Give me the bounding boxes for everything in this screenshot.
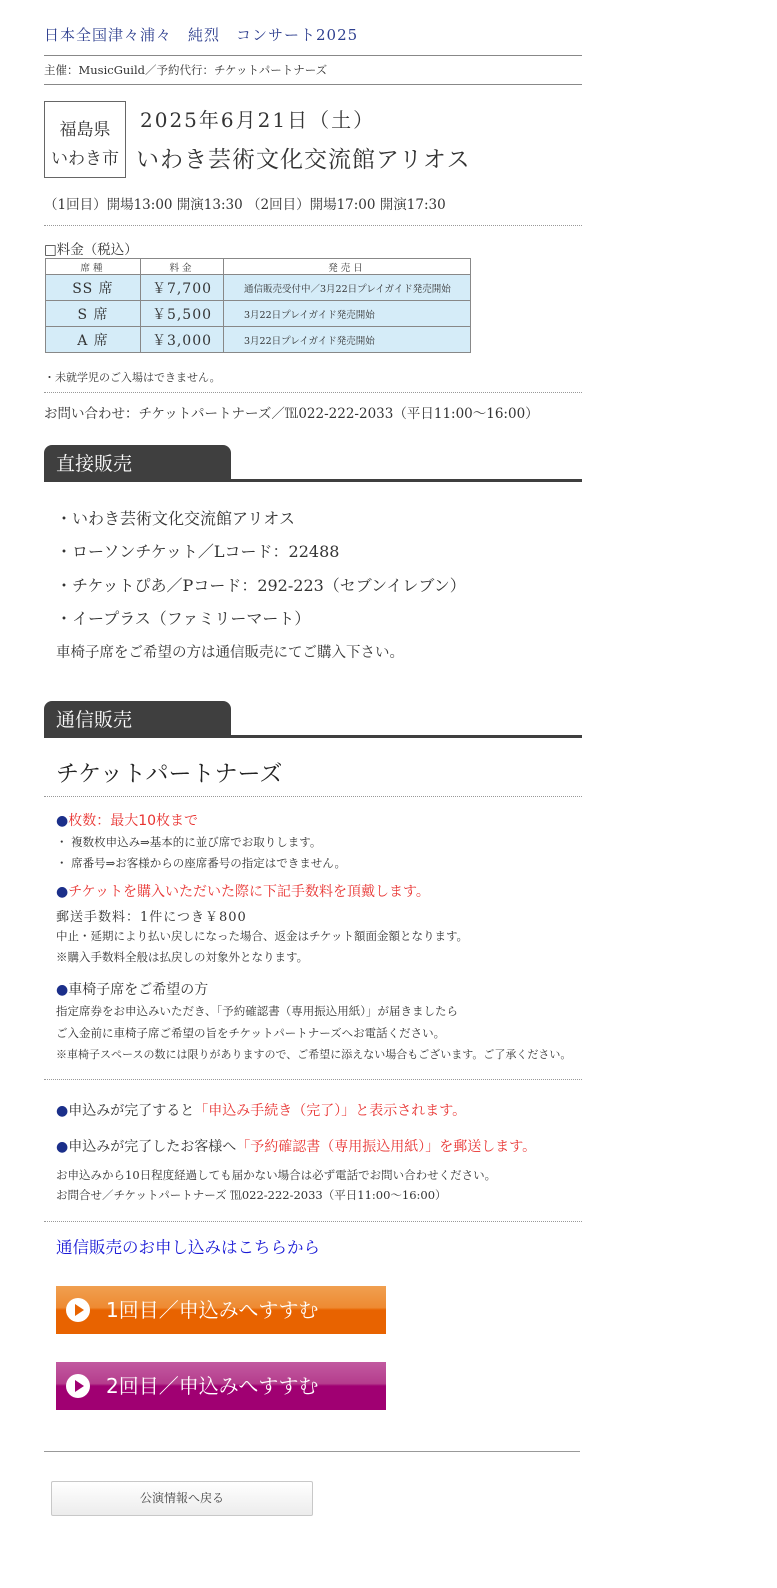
seat-type: A 席: [46, 327, 141, 353]
button-label: 2回目／申込みへすすむ: [106, 1374, 319, 1398]
page-title: 日本全国津々浦々 純烈 コンサート2025: [44, 26, 359, 44]
divider: [44, 55, 582, 56]
seat-price: ￥7,700: [141, 275, 224, 301]
section-rule: [44, 479, 582, 482]
list-item: ・イープラス（ファミリーマート）: [56, 609, 311, 628]
fee-line: 郵送手数料：1件につき￥800: [56, 910, 247, 925]
seat-type: S 席: [46, 301, 141, 327]
table-row: [46, 275, 471, 301]
limit-line: ・ 複数枚申込み⇒基本的に並び席でお取りします。: [56, 835, 322, 849]
completion-line: ●申込みが完了すると「申込み手続き（完了）」と表示されます。: [56, 1103, 467, 1119]
apply-link[interactable]: 通信販売のお申し込みはこちらから: [56, 1238, 320, 1257]
dotted-divider: [44, 225, 582, 226]
wheelchair-heading: ●車椅子席をご希望の方: [56, 982, 209, 998]
prefecture-label: 福島県: [59, 120, 111, 140]
age-note: ・未就学児のご入場はできません。: [44, 371, 221, 384]
table-row: [46, 301, 471, 327]
contact-line: お問い合わせ：チケットパートナーズ／℡022-222-2033（平日11:00〜16:00）: [44, 406, 539, 422]
play-icon: [66, 1374, 90, 1398]
bullet-dot-icon: ●: [56, 982, 69, 998]
seat-price: ￥3,000: [141, 327, 224, 353]
dotted-divider: [44, 392, 582, 393]
sale-date: 通信販売受付中／3月22日プレイガイド発売開始: [224, 275, 471, 301]
divider: [44, 84, 582, 85]
dotted-divider: [44, 796, 582, 797]
company-name: チケットパートナーズ: [56, 761, 283, 787]
bullet-dot-icon: ●: [56, 813, 69, 829]
show-times: （1回目）開場13:00 開演13:30 （2回目）開場17:00 開演17:30: [44, 197, 446, 213]
wheelchair-line: ※車椅子スペースの数には限りがありますので、ご希望に添えない場合もございます。ご了承ください。: [56, 1048, 572, 1061]
wheelchair-line: ご入金前に車椅子席ご希望の旨をチケットパートナーズへお電話ください。: [56, 1026, 446, 1040]
list-item: ・ローソンチケット／Lコード：22488: [56, 542, 340, 561]
apply-first-show-button[interactable]: [56, 1286, 386, 1334]
after-note: お申込みから10日程度経過しても届かない場合は必ず電話でお問い合わせください。: [56, 1168, 497, 1182]
mail-sales-heading: 通信販売: [44, 701, 231, 736]
col-seat: 席種: [46, 259, 141, 275]
city-label: いわき市: [51, 149, 119, 169]
back-to-info-button[interactable]: 公演情報へ戻る: [51, 1481, 313, 1516]
wheelchair-note: 車椅子席をご希望の方は通信販売にてご購入下さい。: [56, 645, 404, 661]
limit-heading: ●枚数：最大10枚まで: [56, 813, 199, 829]
fee-heading: ●チケットを購入いただいた際に下記手数料を頂戴します。: [56, 884, 430, 900]
list-item: ・チケットぴあ／Pコード：292-223（セブンイレブン）: [56, 576, 466, 595]
location-box: [44, 101, 126, 178]
limit-line: ・ 席番号⇒お客様からの座席番号の指定はできません。: [56, 856, 346, 870]
price-heading: □料金（税込）: [44, 242, 138, 258]
button-label: 1回目／申込みへすすむ: [106, 1298, 319, 1322]
fee-detail: ※購入手数料全般は払戻しの対象外となります。: [56, 950, 309, 964]
sale-date: 3月22日プレイガイド発売開始: [224, 301, 471, 327]
dotted-divider: [44, 1079, 582, 1080]
direct-sales-heading: 直接販売: [44, 445, 231, 480]
section-rule: [44, 735, 582, 738]
after-contact: お問合せ／チケットパートナーズ ℡022-222-2033（平日11:00〜16:00）: [56, 1188, 447, 1202]
wheelchair-line: 指定席券をお申込みいただき、「予約確認書（専用振込用紙）」が届きましたら: [56, 1004, 459, 1018]
table-row: [46, 327, 471, 353]
sponsor-line: 主催：MusicGuild／予約代行：チケットパートナーズ: [44, 63, 328, 77]
venue-name: いわき芸術文化交流館アリオス: [136, 147, 471, 173]
event-date: 2025年6月21日（土）: [140, 108, 376, 132]
bullet-dot-icon: ●: [56, 1103, 69, 1119]
apply-second-show-button[interactable]: [56, 1362, 386, 1410]
list-item: ・いわき芸術文化交流館アリオス: [56, 509, 296, 528]
price-table: [45, 258, 471, 353]
price-table-header: [46, 259, 471, 275]
dotted-divider: [44, 1221, 582, 1222]
play-icon: [66, 1298, 90, 1322]
seat-type: SS 席: [46, 275, 141, 301]
bullet-dot-icon: ●: [56, 884, 69, 900]
bullet-dot-icon: ●: [56, 1139, 69, 1155]
seat-price: ￥5,500: [141, 301, 224, 327]
divider: [44, 1451, 580, 1452]
col-sale: 発売日: [224, 259, 471, 275]
mailing-line: ●申込みが完了したお客様へ「予約確認書（専用振込用紙）」を郵送します。: [56, 1139, 537, 1155]
fee-detail: 中止・延期により払い戻しになった場合、返金はチケット額面金額となります。: [56, 929, 469, 943]
sale-date: 3月22日プレイガイド発売開始: [224, 327, 471, 353]
col-price: 料金: [141, 259, 224, 275]
